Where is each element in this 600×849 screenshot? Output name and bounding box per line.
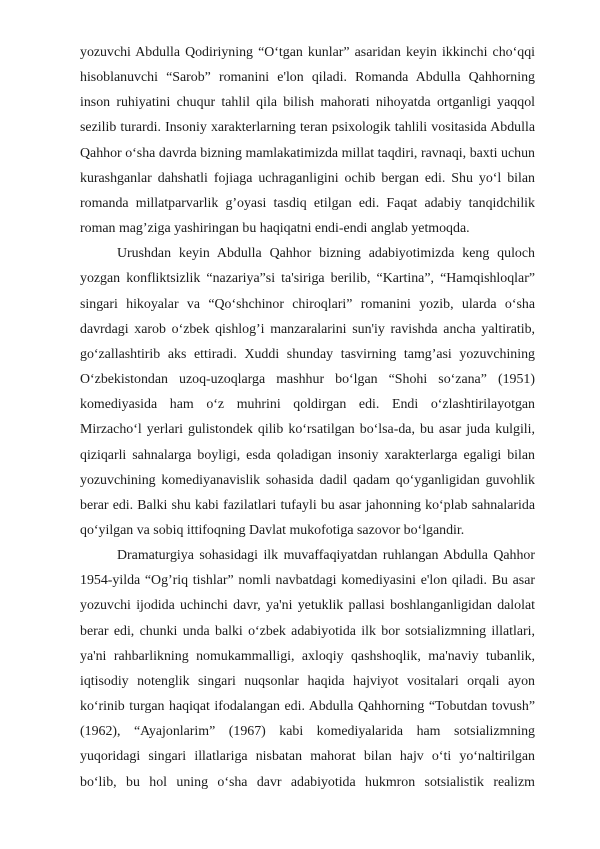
body-text [80, 40, 535, 795]
paragraph-3: Dramaturgiya sohasidagi ilk muvaffaqiyatdan ruhlangan Abdulla Qahhor 1954-yilda “Og’riq tishlar” nomli navbatdagi komediyasini e'lon qiladi. Bu asar yozuvchi ijodida uchinchi davr, ya'ni yetuklik pallasi boshlanganligidan dalolat berar edi, chunki unda balki o‘zbek adabiyotida ilk bor sotsializmning illatlari, ya'ni rahbarlikning nomukammalligi, axloqiy qashshoqlik, ma'naviy tubanlik, iqtisodiy notenglik singari nuqsonlar haqida hajviyot vositalari orqali ayon ko‘rinib turgan haqiqat ifodalangan edi. Abdulla Qahhorning “Tobutdan tovush” (1962), “Ayajonlarim” (1967) kabi komediyalarida ham sotsializmning yuqoridagi singari illatlariga nisbatan mahorat bilan hajv o‘ti yo‘naltirilgan bo‘lib, bu hol uning o‘sha davr adabiyotida hukmron sotsialistik realizm [80, 548, 535, 790]
paragraph-2: Urushdan keyin Abdulla Qahhor bizning adabiyotimizda keng quloch yozgan konfliktsizlik “nazariya”si ta'siriga berilib, “Kartina”, “Hamqishloqlar” singari hikoyalar va “Qo‘shchinor chiroqlari” romanini yozib, ularda o‘sha davrdagi xarob o‘zbek qishlog’i manzaralarini sun'iy ravishda ancha yaltiratib, go‘zallashtirib aks ettiradi. Xuddi shunday tasvirning tamg’asi yozuvchining O‘zbekistondan uzoq-uzoqlarga mashhur bo‘lgan “Shohi so‘zana” (1951) komediyasida ham o‘z muhrini qoldirgan edi. Endi o‘zlashtirilayotgan Mirzacho‘l yerlari gulistondek qilib ko‘rsatilgan bo‘lsa-da, bu asar juda kulgili, qiziqarli sahnalarga boyligi, esda qoladigan insoniy xarakterlarga egaligi bilan yozuvchining komediyanavislik sohasida dadil qadam qo‘yganligidan guvohlik berar edi. Balki shu kabi fazilatlari tufayli bu asar jahonning ko‘plab sahnalarida qo‘yilgan va sobiq ittifoqning Davlat mukofotiga sazovor bo‘lgandir. [80, 246, 535, 538]
paragraph-1: yozuvchi Abdulla Qodiriyning “O‘tgan kunlar” asaridan keyin ikkinchi cho‘qqi hisoblanuvchi “Sarob” romanini e'lon qiladi. Romanda Abdulla Qahhorning inson ruhiyatini chuqur tahlil qila bilish mahorati nihoyatda ortganligi yaqqol sezilib turardi. Insoniy xarakterlarning teran psixologik tahlili vositasida Abdulla Qahhor o‘sha davrda bizning mamlakatimizda millat taqdiri, ravnaqi, baxti uchun kurashganlar dahshatli fojiaga uchraganligini ochib bergan edi. Shu yo‘l bilan romanda millatparvarlik g’oyasi tasdiq etilgan edi. Faqat adabiy tanqidchilik roman mag’ziga yashiringan bu haqiqatni endi-endi anglab yetmoqda. [80, 45, 535, 237]
